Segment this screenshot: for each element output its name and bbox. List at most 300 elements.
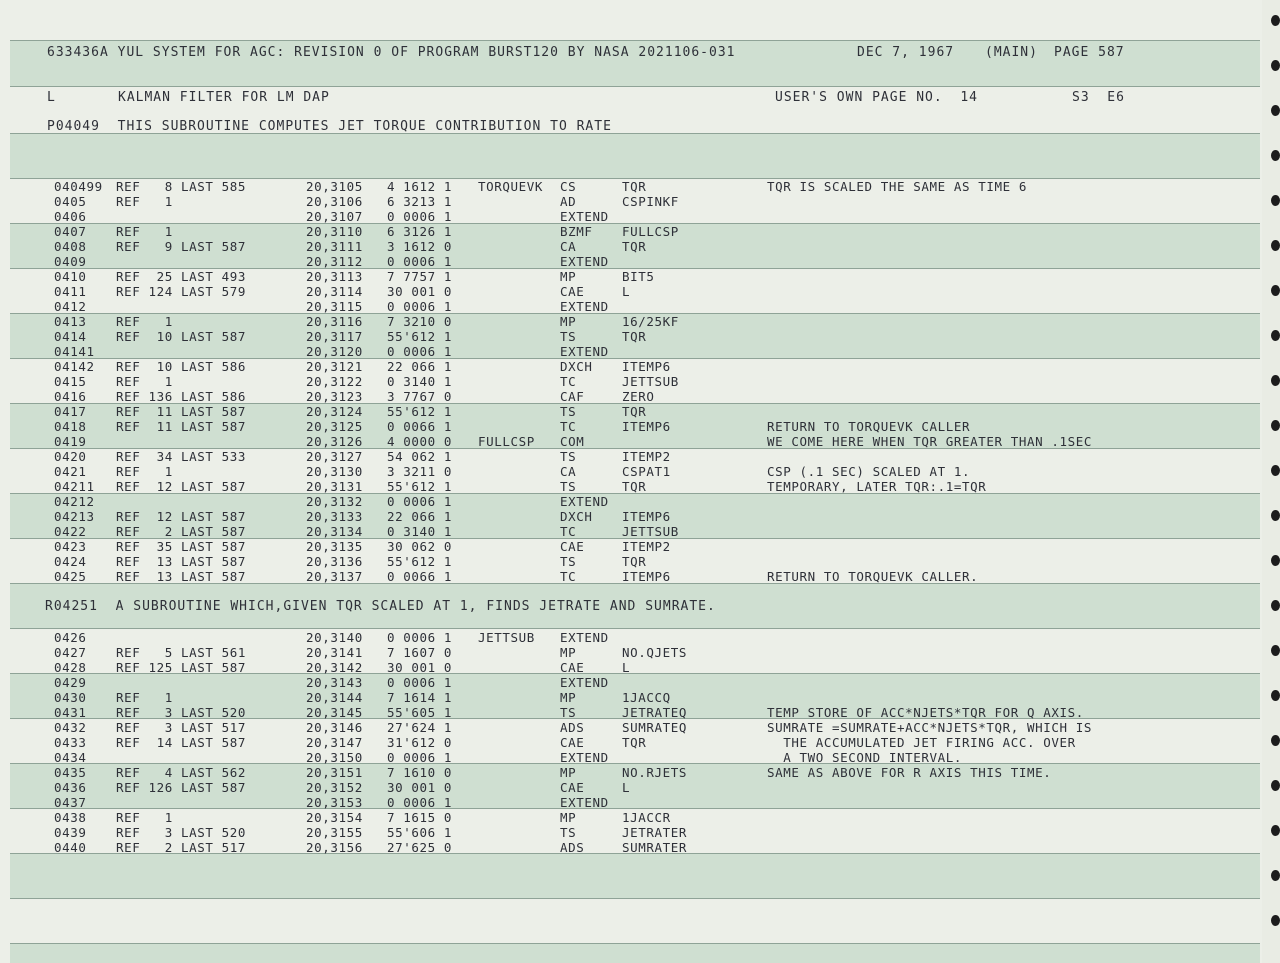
operand: TQR [622, 179, 647, 194]
symbol-label: TORQUEVK [478, 179, 544, 194]
listing-row [0, 269, 1262, 284]
ref-info: REF 2 LAST 517 [116, 840, 247, 855]
opcode: EXTEND [560, 630, 609, 645]
octal-word: 0 0006 1 [387, 209, 453, 224]
ref-info: REF 1 [116, 314, 173, 329]
line-number: 0437 [54, 795, 87, 810]
line-number: 0424 [54, 554, 87, 569]
ref-info: REF 35 LAST 587 [116, 539, 247, 554]
listing-row [0, 284, 1262, 299]
address: 20,3154 [306, 810, 363, 825]
address: 20,3122 [306, 374, 363, 389]
comment: SAME AS ABOVE FOR R AXIS THIS TIME. [767, 765, 1052, 780]
address: 20,3141 [306, 645, 363, 660]
address: 20,3150 [306, 750, 363, 765]
opcode: CS [560, 179, 577, 194]
own-page-number: USER'S OWN PAGE NO. 14 [775, 90, 979, 105]
listing-row [0, 329, 1262, 344]
octal-word: 0 0006 1 [387, 675, 453, 690]
octal-word: 3 7767 0 [387, 389, 453, 404]
address: 20,3117 [306, 329, 363, 344]
feed-hole [1271, 690, 1280, 701]
operand: JETRATEQ [622, 705, 688, 720]
ref-info: REF 13 LAST 587 [116, 554, 247, 569]
address: 20,3123 [306, 389, 363, 404]
listing-row [0, 780, 1262, 795]
operand: TQR [622, 554, 647, 569]
operand: BIT5 [622, 269, 655, 284]
listing-row [0, 735, 1262, 750]
ref-info: REF 1 [116, 690, 173, 705]
ref-info: REF 8 LAST 585 [116, 179, 247, 194]
opcode: CAE [560, 539, 585, 554]
listing-section: (MAIN) [985, 45, 1038, 60]
ref-info: REF 1 [116, 224, 173, 239]
feed-hole [1271, 195, 1280, 206]
opcode: TC [560, 524, 577, 539]
comment: A TWO SECOND INTERVAL. [767, 750, 963, 765]
octal-word: 7 1615 0 [387, 810, 453, 825]
feed-hole [1271, 825, 1280, 836]
line-number: 0407 [54, 224, 87, 239]
ref-info: REF 4 LAST 562 [116, 765, 247, 780]
operand: L [622, 284, 631, 299]
octal-word: 27'625 0 [387, 840, 453, 855]
comment: SUMRATE =SUMRATE+ACC*NJETS*TQR, WHICH IS [767, 720, 1093, 735]
address: 20,3116 [306, 314, 363, 329]
feed-hole [1271, 105, 1280, 116]
octal-word: 55'612 1 [387, 479, 453, 494]
opcode: TS [560, 449, 577, 464]
line-number: 0415 [54, 374, 87, 389]
listing-row [0, 434, 1262, 449]
opcode: MP [560, 690, 577, 705]
operand: ITEMP2 [622, 449, 671, 464]
opcode: MP [560, 269, 577, 284]
opcode: EXTEND [560, 494, 609, 509]
octal-word: 7 1614 1 [387, 690, 453, 705]
address: 20,3151 [306, 765, 363, 780]
listing-row [0, 825, 1262, 840]
feed-hole [1271, 915, 1280, 926]
opcode: TS [560, 404, 577, 419]
ref-info: REF 5 LAST 561 [116, 645, 247, 660]
opcode: COM [560, 434, 585, 449]
band-rule [10, 943, 1260, 944]
ref-info: REF 1 [116, 810, 173, 825]
line-number: 04141 [54, 344, 95, 359]
line-number: 0421 [54, 464, 87, 479]
ref-info: REF 126 LAST 587 [116, 780, 247, 795]
address: 20,3146 [306, 720, 363, 735]
address: 20,3135 [306, 539, 363, 554]
log-section-title: KALMAN FILTER FOR LM DAP [118, 90, 330, 105]
octal-word: 0 0006 1 [387, 630, 453, 645]
listing-row [0, 299, 1262, 314]
address: 20,3105 [306, 179, 363, 194]
ref-info: REF 11 LAST 587 [116, 419, 247, 434]
listing-row [0, 374, 1262, 389]
octal-word: 0 3140 1 [387, 524, 453, 539]
address: 20,3127 [306, 449, 363, 464]
line-number: 04212 [54, 494, 95, 509]
feed-hole [1271, 15, 1280, 26]
line-number: 0439 [54, 825, 87, 840]
line-number: 0418 [54, 419, 87, 434]
operand: ZERO [622, 389, 655, 404]
address: 20,3106 [306, 194, 363, 209]
opcode: TS [560, 705, 577, 720]
opcode: DXCH [560, 509, 593, 524]
operand: TQR [622, 329, 647, 344]
line-number: 0413 [54, 314, 87, 329]
band-rule [10, 898, 1260, 899]
operand: 1JACCR [622, 810, 671, 825]
ref-info: REF 9 LAST 587 [116, 239, 247, 254]
opcode: CAF [560, 389, 585, 404]
listing-row [0, 359, 1262, 374]
line-number: 0411 [54, 284, 87, 299]
address: 20,3156 [306, 840, 363, 855]
listing-date: DEC 7, 1967 [857, 45, 955, 60]
octal-word: 0 0006 1 [387, 494, 453, 509]
feed-hole [1271, 285, 1280, 296]
feed-hole [1271, 60, 1280, 71]
octal-word: 7 7757 1 [387, 269, 453, 284]
address: 20,3132 [306, 494, 363, 509]
feed-hole [1271, 240, 1280, 251]
listing-row [0, 389, 1262, 404]
opcode: CAE [560, 735, 585, 750]
opcode: CAE [560, 780, 585, 795]
operand: TQR [622, 479, 647, 494]
line-number: 0417 [54, 404, 87, 419]
address: 20,3124 [306, 404, 363, 419]
opcode: MP [560, 645, 577, 660]
band-rule [10, 40, 1260, 41]
address: 20,3111 [306, 239, 363, 254]
line-number: 0440 [54, 840, 87, 855]
operand: TQR [622, 239, 647, 254]
band-rule [10, 628, 1260, 629]
remark-line: P04049 THIS SUBROUTINE COMPUTES JET TORQUE CONTRIBUTION TO RATE [47, 119, 612, 134]
address: 20,3121 [306, 359, 363, 374]
operand: SUMRATEQ [622, 720, 688, 735]
listing-row [0, 765, 1262, 780]
listing-row [0, 344, 1262, 359]
opcode: CA [560, 239, 577, 254]
ref-info: REF 1 [116, 194, 173, 209]
feed-hole [1271, 555, 1280, 566]
ref-info: REF 10 LAST 586 [116, 359, 247, 374]
address: 20,3107 [306, 209, 363, 224]
opcode: AD [560, 194, 577, 209]
opcode: TS [560, 554, 577, 569]
listing-row [0, 750, 1262, 765]
octal-word: 30 062 0 [387, 539, 453, 554]
feed-hole [1271, 600, 1280, 611]
opcode: DXCH [560, 359, 593, 374]
line-number: 0431 [54, 705, 87, 720]
listing-row [0, 449, 1262, 464]
comment: CSP (.1 SEC) SCALED AT 1. [767, 464, 971, 479]
opcode: MP [560, 765, 577, 780]
comment: TEMPORARY, LATER TQR:.1=TQR [767, 479, 987, 494]
listing-row [0, 630, 1262, 645]
line-number: 04213 [54, 509, 95, 524]
paper-band [10, 943, 1260, 963]
address: 20,3145 [306, 705, 363, 720]
listing-row [0, 795, 1262, 810]
octal-word: 55'612 1 [387, 554, 453, 569]
operand: FULLCSP [622, 224, 679, 239]
octal-word: 27'624 1 [387, 720, 453, 735]
ref-info: REF 13 LAST 587 [116, 569, 247, 584]
listing-row [0, 509, 1262, 524]
operand: TQR [622, 735, 647, 750]
opcode: CAE [560, 284, 585, 299]
line-number: 0406 [54, 209, 87, 224]
address: 20,3110 [306, 224, 363, 239]
opcode: TC [560, 569, 577, 584]
line-number: 0408 [54, 239, 87, 254]
opcode: EXTEND [560, 299, 609, 314]
octal-word: 3 3211 0 [387, 464, 453, 479]
listing-row [0, 524, 1262, 539]
operand: TQR [622, 404, 647, 419]
listing-row [0, 675, 1262, 690]
ref-info: REF 2 LAST 587 [116, 524, 247, 539]
ref-info: REF 3 LAST 517 [116, 720, 247, 735]
line-number: 0419 [54, 434, 87, 449]
octal-word: 7 1610 0 [387, 765, 453, 780]
ref-info: REF 10 LAST 587 [116, 329, 247, 344]
listing-row [0, 239, 1262, 254]
octal-word: 7 3210 0 [387, 314, 453, 329]
comment: TEMP STORE OF ACC*NJETS*TQR FOR Q AXIS. [767, 705, 1084, 720]
octal-word: 22 066 1 [387, 509, 453, 524]
listing-row [0, 194, 1262, 209]
opcode: CAE [560, 660, 585, 675]
opcode: CA [560, 464, 577, 479]
sheet-code: S3 E6 [1072, 90, 1125, 105]
octal-word: 6 3213 1 [387, 194, 453, 209]
operand: NO.QJETS [622, 645, 688, 660]
opcode: MP [560, 314, 577, 329]
listing-row [0, 554, 1262, 569]
comment: RETURN TO TORQUEVK CALLER. [767, 569, 979, 584]
log-flag: L [47, 90, 56, 105]
feed-hole [1271, 465, 1280, 476]
ref-info: REF 11 LAST 587 [116, 404, 247, 419]
octal-word: 55'612 1 [387, 404, 453, 419]
octal-word: 31'612 0 [387, 735, 453, 750]
feed-hole [1271, 420, 1280, 431]
operand: 1JACCQ [622, 690, 671, 705]
listing-row [0, 209, 1262, 224]
address: 20,3130 [306, 464, 363, 479]
address: 20,3144 [306, 690, 363, 705]
feed-hole [1271, 735, 1280, 746]
line-number: 0420 [54, 449, 87, 464]
opcode: EXTEND [560, 795, 609, 810]
line-number: 04142 [54, 359, 95, 374]
octal-word: 55'612 1 [387, 329, 453, 344]
octal-word: 0 0066 1 [387, 419, 453, 434]
line-number: 0422 [54, 524, 87, 539]
address: 20,3134 [306, 524, 363, 539]
line-number: 0425 [54, 569, 87, 584]
octal-word: 4 0000 0 [387, 434, 453, 449]
operand: CSPAT1 [622, 464, 671, 479]
listing-row [0, 645, 1262, 660]
address: 20,3120 [306, 344, 363, 359]
address: 20,3115 [306, 299, 363, 314]
address: 20,3125 [306, 419, 363, 434]
line-number: 0414 [54, 329, 87, 344]
opcode: TS [560, 329, 577, 344]
operand: L [622, 780, 631, 795]
address: 20,3155 [306, 825, 363, 840]
listing-row [0, 404, 1262, 419]
listing-row [0, 254, 1262, 269]
listing-row [0, 569, 1262, 584]
address: 20,3136 [306, 554, 363, 569]
listing-row [0, 464, 1262, 479]
address: 20,3131 [306, 479, 363, 494]
ref-info: REF 14 LAST 587 [116, 735, 247, 750]
ref-info: REF 1 [116, 464, 173, 479]
line-number: 0423 [54, 539, 87, 554]
ref-info: REF 3 LAST 520 [116, 705, 247, 720]
listing-row [0, 419, 1262, 434]
line-number: 0435 [54, 765, 87, 780]
line-number: 0427 [54, 645, 87, 660]
octal-word: 0 0066 1 [387, 569, 453, 584]
page-number: PAGE 587 [1054, 45, 1125, 60]
octal-word: 55'606 1 [387, 825, 453, 840]
line-number: 0429 [54, 675, 87, 690]
paper-band [10, 133, 1260, 178]
listing-row [0, 840, 1262, 855]
line-number: 0412 [54, 299, 87, 314]
operand: ITEMP6 [622, 419, 671, 434]
opcode: ADS [560, 840, 585, 855]
octal-word: 6 3126 1 [387, 224, 453, 239]
address: 20,3137 [306, 569, 363, 584]
opcode: EXTEND [560, 344, 609, 359]
opcode: TS [560, 479, 577, 494]
address: 20,3152 [306, 780, 363, 795]
comment: WE COME HERE WHEN TQR GREATER THAN .1SEC [767, 434, 1093, 449]
listing-row [0, 720, 1262, 735]
operand: ITEMP2 [622, 539, 671, 554]
feed-hole [1271, 870, 1280, 881]
octal-word: 7 1607 0 [387, 645, 453, 660]
ref-info: REF 125 LAST 587 [116, 660, 247, 675]
octal-word: 3 1612 0 [387, 239, 453, 254]
line-number: 0426 [54, 630, 87, 645]
listing-row [0, 314, 1262, 329]
listing-row [0, 179, 1262, 194]
listing-row [0, 539, 1262, 554]
octal-word: 0 0006 1 [387, 795, 453, 810]
ref-info: REF 136 LAST 586 [116, 389, 247, 404]
line-number: 0436 [54, 780, 87, 795]
line-number: 0430 [54, 690, 87, 705]
line-number: 0438 [54, 810, 87, 825]
address: 20,3126 [306, 434, 363, 449]
opcode: BZMF [560, 224, 593, 239]
symbol-label: JETTSUB [478, 630, 535, 645]
listing-header: 633436A YUL SYSTEM FOR AGC: REVISION 0 OF PROGRAM BURST120 BY NASA 2021106-031 [47, 45, 736, 60]
feed-hole [1271, 150, 1280, 161]
opcode: TC [560, 419, 577, 434]
address: 20,3133 [306, 509, 363, 524]
listing-row [0, 810, 1262, 825]
operand: ITEMP6 [622, 569, 671, 584]
octal-word: 4 1612 1 [387, 179, 453, 194]
address: 20,3112 [306, 254, 363, 269]
line-number: 0433 [54, 735, 87, 750]
line-number: 0432 [54, 720, 87, 735]
ref-info: REF 12 LAST 587 [116, 509, 247, 524]
octal-word: 30 001 0 [387, 284, 453, 299]
opcode: EXTEND [560, 750, 609, 765]
symbol-label: FULLCSP [478, 434, 535, 449]
listing-row [0, 479, 1262, 494]
address: 20,3142 [306, 660, 363, 675]
address: 20,3113 [306, 269, 363, 284]
comment: RETURN TO TORQUEVK CALLER [767, 419, 971, 434]
ref-info: REF 25 LAST 493 [116, 269, 247, 284]
operand: 16/25KF [622, 314, 679, 329]
ref-info: REF 3 LAST 520 [116, 825, 247, 840]
listing-row [0, 690, 1262, 705]
octal-word: 55'605 1 [387, 705, 453, 720]
opcode: MP [560, 810, 577, 825]
octal-word: 0 0006 1 [387, 344, 453, 359]
line-number: 0405 [54, 194, 87, 209]
band-rule [10, 86, 1260, 87]
ref-info: REF 124 LAST 579 [116, 284, 247, 299]
octal-word: 22 066 1 [387, 359, 453, 374]
octal-word: 0 0006 1 [387, 254, 453, 269]
octal-word: 0 0006 1 [387, 750, 453, 765]
ref-info: REF 34 LAST 533 [116, 449, 247, 464]
paper-band [10, 853, 1260, 898]
feed-hole [1271, 375, 1280, 386]
line-number: 0416 [54, 389, 87, 404]
address: 20,3143 [306, 675, 363, 690]
octal-word: 30 001 0 [387, 660, 453, 675]
operand: NO.RJETS [622, 765, 688, 780]
opcode: EXTEND [560, 209, 609, 224]
line-number: 0434 [54, 750, 87, 765]
listing-row [0, 660, 1262, 675]
operand: JETRATER [622, 825, 688, 840]
listing-row [0, 705, 1262, 720]
opcode: EXTEND [560, 254, 609, 269]
address: 20,3114 [306, 284, 363, 299]
opcode: ADS [560, 720, 585, 735]
operand: CSPINKF [622, 194, 679, 209]
operand: ITEMP6 [622, 359, 671, 374]
address: 20,3153 [306, 795, 363, 810]
remark-line: R04251 A SUBROUTINE WHICH,GIVEN TQR SCALED AT 1, FINDS JETRATE AND SUMRATE. [45, 599, 716, 614]
line-number: 0428 [54, 660, 87, 675]
listing-row [0, 494, 1262, 509]
